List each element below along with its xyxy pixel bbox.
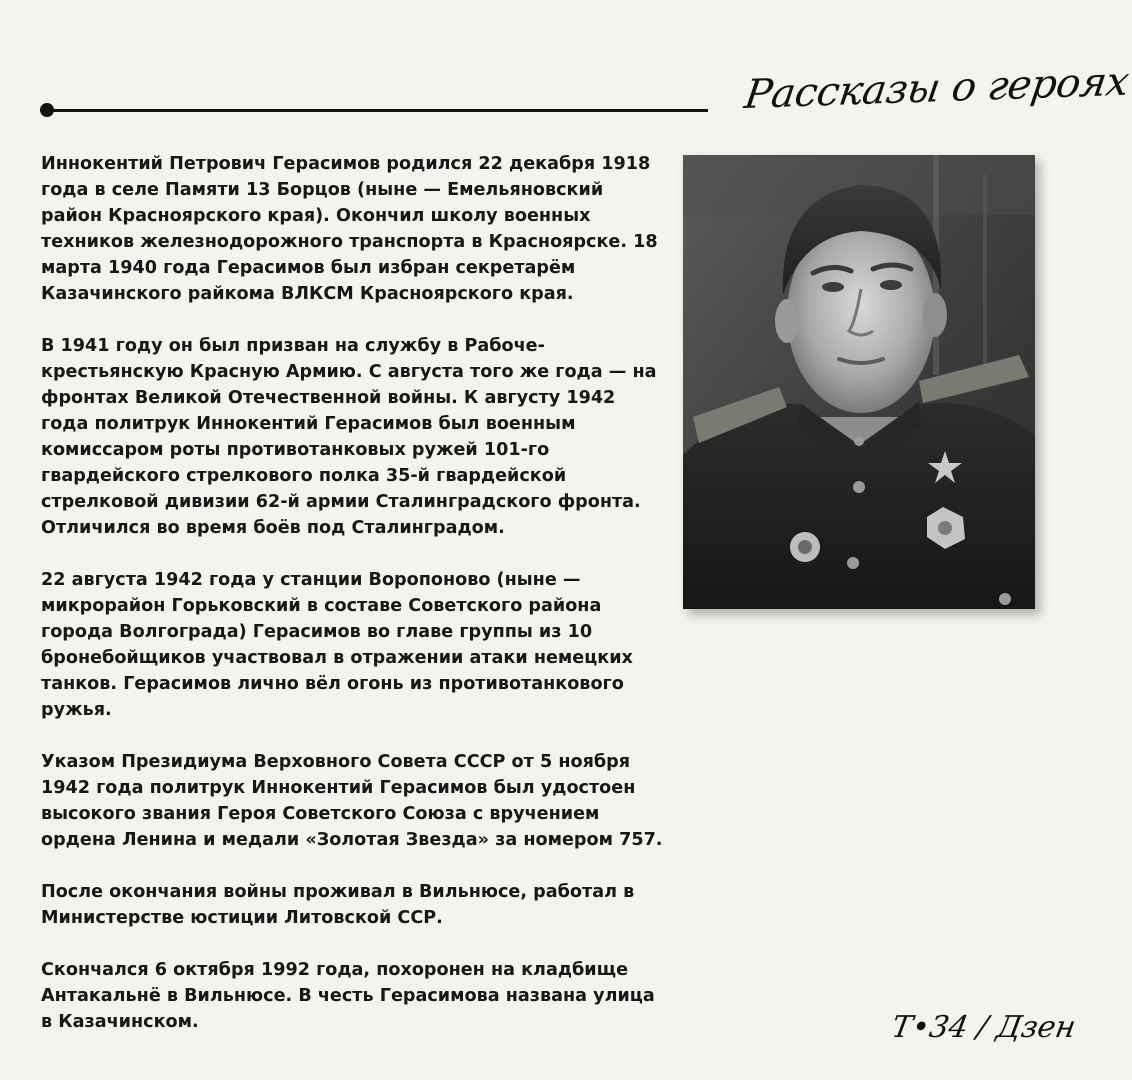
page-title: Рассказы о героях (741, 58, 1132, 118)
paragraph-war-service: В 1941 году он был призван на службу в Рабоче-крестьянскую Красную Армию. С августа того же года — на фронтах Великой Отечественной войны. К августу 1942 года политрук Иннокентий Герасимов был военным комиссаром роты противотанковых ружей 101-го гвардейского стрелкового полка 35-й гвардейской стрелковой дивизии 62-й армии Сталинградского фронта. Отличился во время боёв под Сталинградом. (41, 336, 657, 538)
portrait-illustration (683, 155, 1035, 609)
paragraph-award: Указом Президиума Верховного Совета СССР от 5 ноября 1942 года политрук Иннокентий Герасимов был удостоен высокого звания Героя Советского Союза с вручением ордена Ленина и медали «Золотая Звезда» за номером 757. (41, 752, 663, 850)
paragraph-death: Скончался 6 октября 1992 года, похоронен на кладбище Антакальнё в Вильнюсе. В честь Герасимова названа улица в Казачинском. (41, 960, 655, 1032)
hero-portrait-photo (683, 155, 1035, 609)
source-credit: Т•34 / Дзен (888, 1010, 1079, 1045)
header-divider (40, 103, 708, 117)
paragraph-biography: Иннокентий Петрович Герасимов родился 22 декабря 1918 года в селе Памяти 13 Борцов (ныне — Емельяновский район Красноярского края). Окончил школу военных техников железнодорожного транспорта в Красноярске. 18 марта 1940 года Герасимов был избран секретарём Казачинского райкома ВЛКСМ Красноярского края. (41, 154, 658, 304)
article-body (41, 151, 666, 1061)
divider-line (47, 109, 708, 112)
paragraph-battle: 22 августа 1942 года у станции Воропоново (ныне — микрорайон Горьковский в составе Советского района города Волгограда) Герасимов во главе группы из 10 бронебойщиков участвовал в отражении атаки немецких танков. Герасимов лично вёл огонь из противотанкового ружья. (41, 570, 633, 720)
paragraph-postwar: После окончания войны проживал в Вильнюсе, работал в Министерстве юстиции Литовской ССР. (41, 882, 635, 928)
